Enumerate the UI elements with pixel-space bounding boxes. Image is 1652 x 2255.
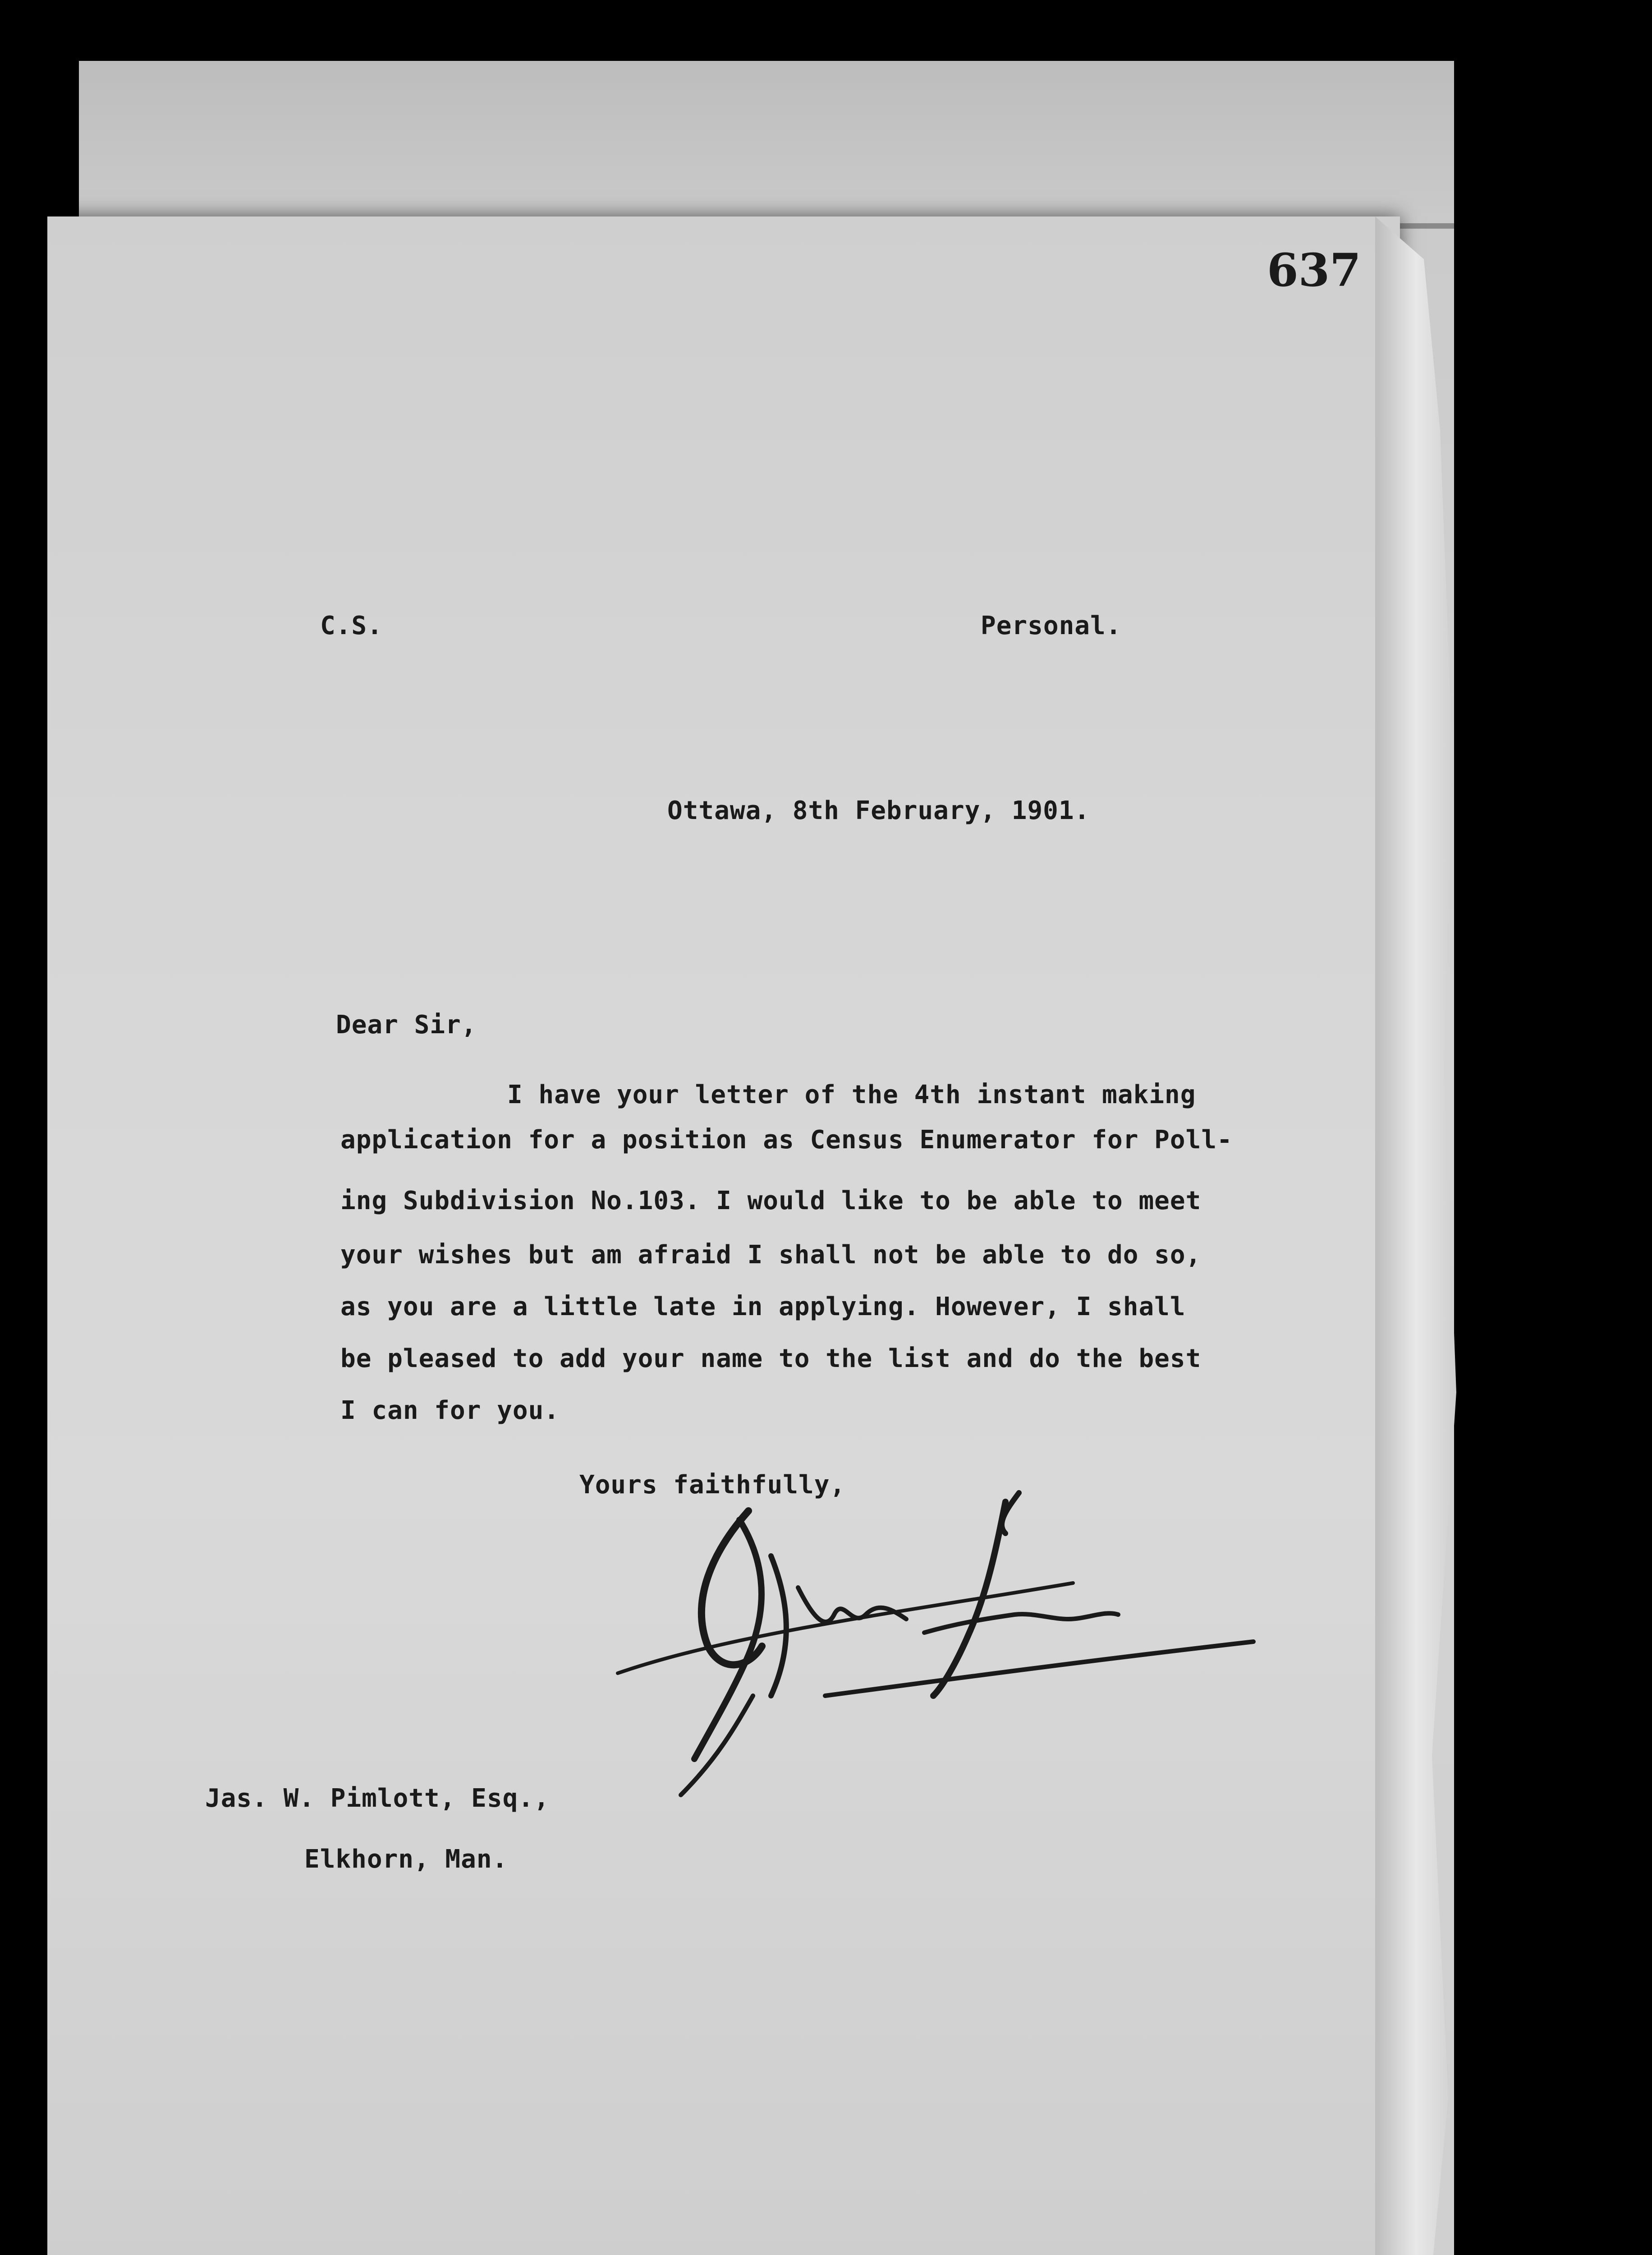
closing: Yours faithfully, [579,1470,846,1500]
body-line-2: application for a position as Census Enumerator for Poll- [340,1125,1233,1155]
header-initials: C.S. [320,611,383,640]
letter-page [47,216,1400,2255]
body-line-3: ing Subdivision No.103. I would like to be able to meet [340,1186,1202,1215]
dateline: Ottawa, 8th February, 1901. [667,796,1090,825]
body-line-6: be pleased to add your name to the list and do the best [340,1344,1202,1373]
background-sheet-top [79,61,1454,229]
body-line-7: I can for you. [340,1396,560,1425]
salutation: Dear Sir, [336,1010,477,1040]
recipient-name: Jas. W. Pimlott, Esq., [205,1784,550,1813]
recipient-place: Elkhorn, Man. [304,1845,508,1874]
body-line-1: I have your letter of the 4th instant making [507,1080,1196,1109]
body-line-5: as you are a little late in applying. However, I shall [340,1292,1186,1321]
signature-image [600,1484,1321,1827]
header-personal: Personal. [981,611,1122,640]
body-line-4: your wishes but am afraid I shall not be able to do so, [340,1240,1202,1270]
page-number: 637 [1267,244,1361,297]
